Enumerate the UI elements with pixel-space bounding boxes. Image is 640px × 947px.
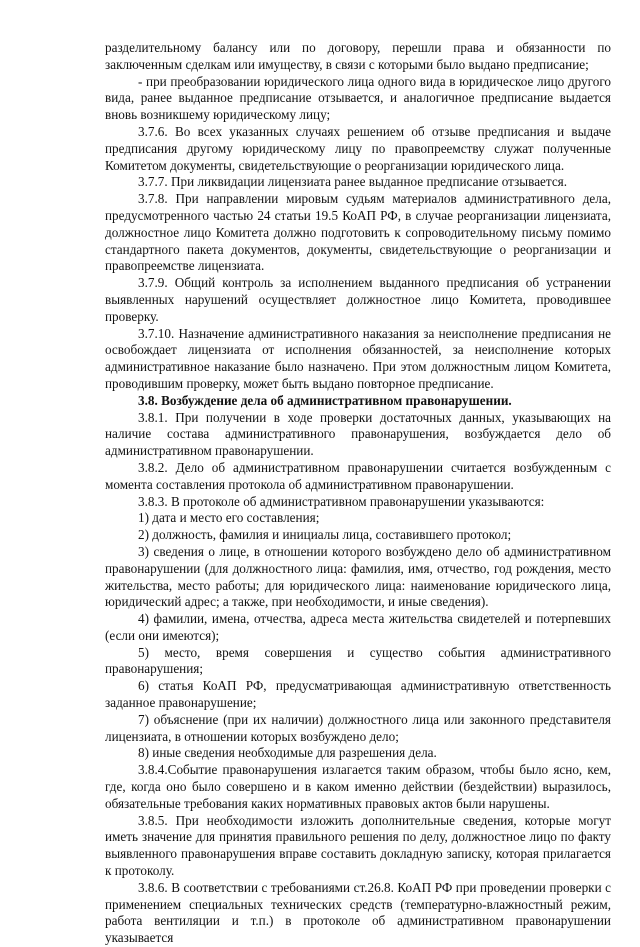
list-item-5: 5) место, время совершения и существо события административного правонарушения; (105, 644, 611, 677)
section-heading-3-8: 3.8. Возбуждение дела об административном правонарушении. (138, 392, 512, 408)
list-item-8: 8) иные сведения необходимые для разрешения дела. (138, 745, 437, 761)
paragraph-3-7-10: 3.7.10. Назначение административного наказания за неисполнение предписания не освобождает лицензиата от исполнения обязанностей, за неисполнение которых административное наказание было назначено. При этом должностным лицом Комитета, проводившим проверку, может быть выдано повторное предписание. (105, 325, 611, 391)
list-item-6: 6) статья КоАП РФ, предусматривающая административную ответственность заданное правонарушение; (105, 678, 611, 711)
paragraph-3-8-2: 3.8.2. Дело об административном правонарушении считается возбужденным с момента составления протокола об административном правонарушении. (105, 459, 611, 492)
paragraph-3-8-4: 3.8.4.Событие правонарушения излагается таким образом, чтобы было ясно, кем, где, когда оно было совершено и в каком именно действии (бездействии) выразилось, обязательные требования каких нормативных правовых актов были нарушены. (105, 762, 611, 811)
list-item-7: 7) объяснение (при их наличии) должностного лица или законного представителя лицензиата, в отношении которых возбуждено дело; (105, 711, 611, 744)
paragraph-3-8-6: 3.8.6. В соответствии с требованиями ст.26.8. КоАП РФ при проведении проверки с применением специальных технических средств (температурно-влажностный режим, работа вентиляции и т.п.) в протоколе об административном правонарушении указывается (105, 879, 611, 946)
list-item-1: 1) дата и место его составления; (138, 510, 320, 526)
paragraph-dash-item: - при преобразовании юридического лица одного вида в юридическое лицо другого вида, ранее выданное предписание отзывается, и аналогичное предписание выдается вновь возникшему юридическому лицу; (105, 73, 611, 123)
paragraph-3-8-3: 3.8.3. В протоколе об административном правонарушении указываются: (138, 493, 545, 509)
document-page (105, 40, 611, 947)
paragraph-3-7-8: 3.7.8. При направлении мировым судьям материалов административного дела, предусмотренного частью 24 статьи 19.5 КоАП РФ, в случае реорганизации лицензиата, должностное лицо Комитета должно подготовить к сопроводительному письму помимо стандартного пакета документов, документы, свидетельствующие о реорганизации и правопреемстве лицензиата. (105, 191, 611, 274)
list-item-2: 2) должность, фамилия и инициалы лица, составившего протокол; (138, 527, 512, 543)
paragraph-3-7-7: 3.7.7. При ликвидации лицензиата ранее выданное предписание отзывается. (138, 174, 568, 190)
paragraph-3-7-9: 3.7.9. Общий контроль за исполнением выданного предписания об устранении выявленных нарушений осуществляет должностное лицо Комитета, проводившее проверку. (105, 275, 611, 324)
paragraph-3-7-6: 3.7.6. Во всех указанных случаях решением об отзыве предписания и выдаче предписания другому юридическому лицу по правопреемству служат полученные Комитетом документы, свидетельствующие о реорганизации юридического лица. (105, 123, 611, 173)
paragraph-3-8-5: 3.8.5. При необходимости изложить дополнительные сведения, которые могут иметь значение для принятия правильного решения по делу, должностное лицо по факту выявленного правонарушения вправе составить докладную записку, которая прилагается к протоколу. (105, 812, 611, 879)
list-item-3: 3) сведения о лице, в отношении которого возбуждено дело об административном правонарушении (для должностного лица: фамилия, имя, отчество, год рождения, место жительства, место работы; для юридического лица: наименование юридического лица, юридический адрес; а также, при необходимости, и иные сведения). (105, 543, 611, 610)
list-item-4: 4) фамилии, имена, отчества, адреса места жительства свидетелей и потерпевших (если они имеются); (105, 611, 611, 643)
paragraph-3-8-1: 3.8.1. При получении в ходе проверки достаточных данных, указывающих на наличие состава административного правонарушения, возбуждается дело об административном правонарушении. (105, 409, 611, 459)
paragraph-continuation: разделительному балансу или по договору, перешли права и обязанности по заключенным сделкам или имуществу, в связи с которыми было выдано предписание; (105, 40, 611, 72)
